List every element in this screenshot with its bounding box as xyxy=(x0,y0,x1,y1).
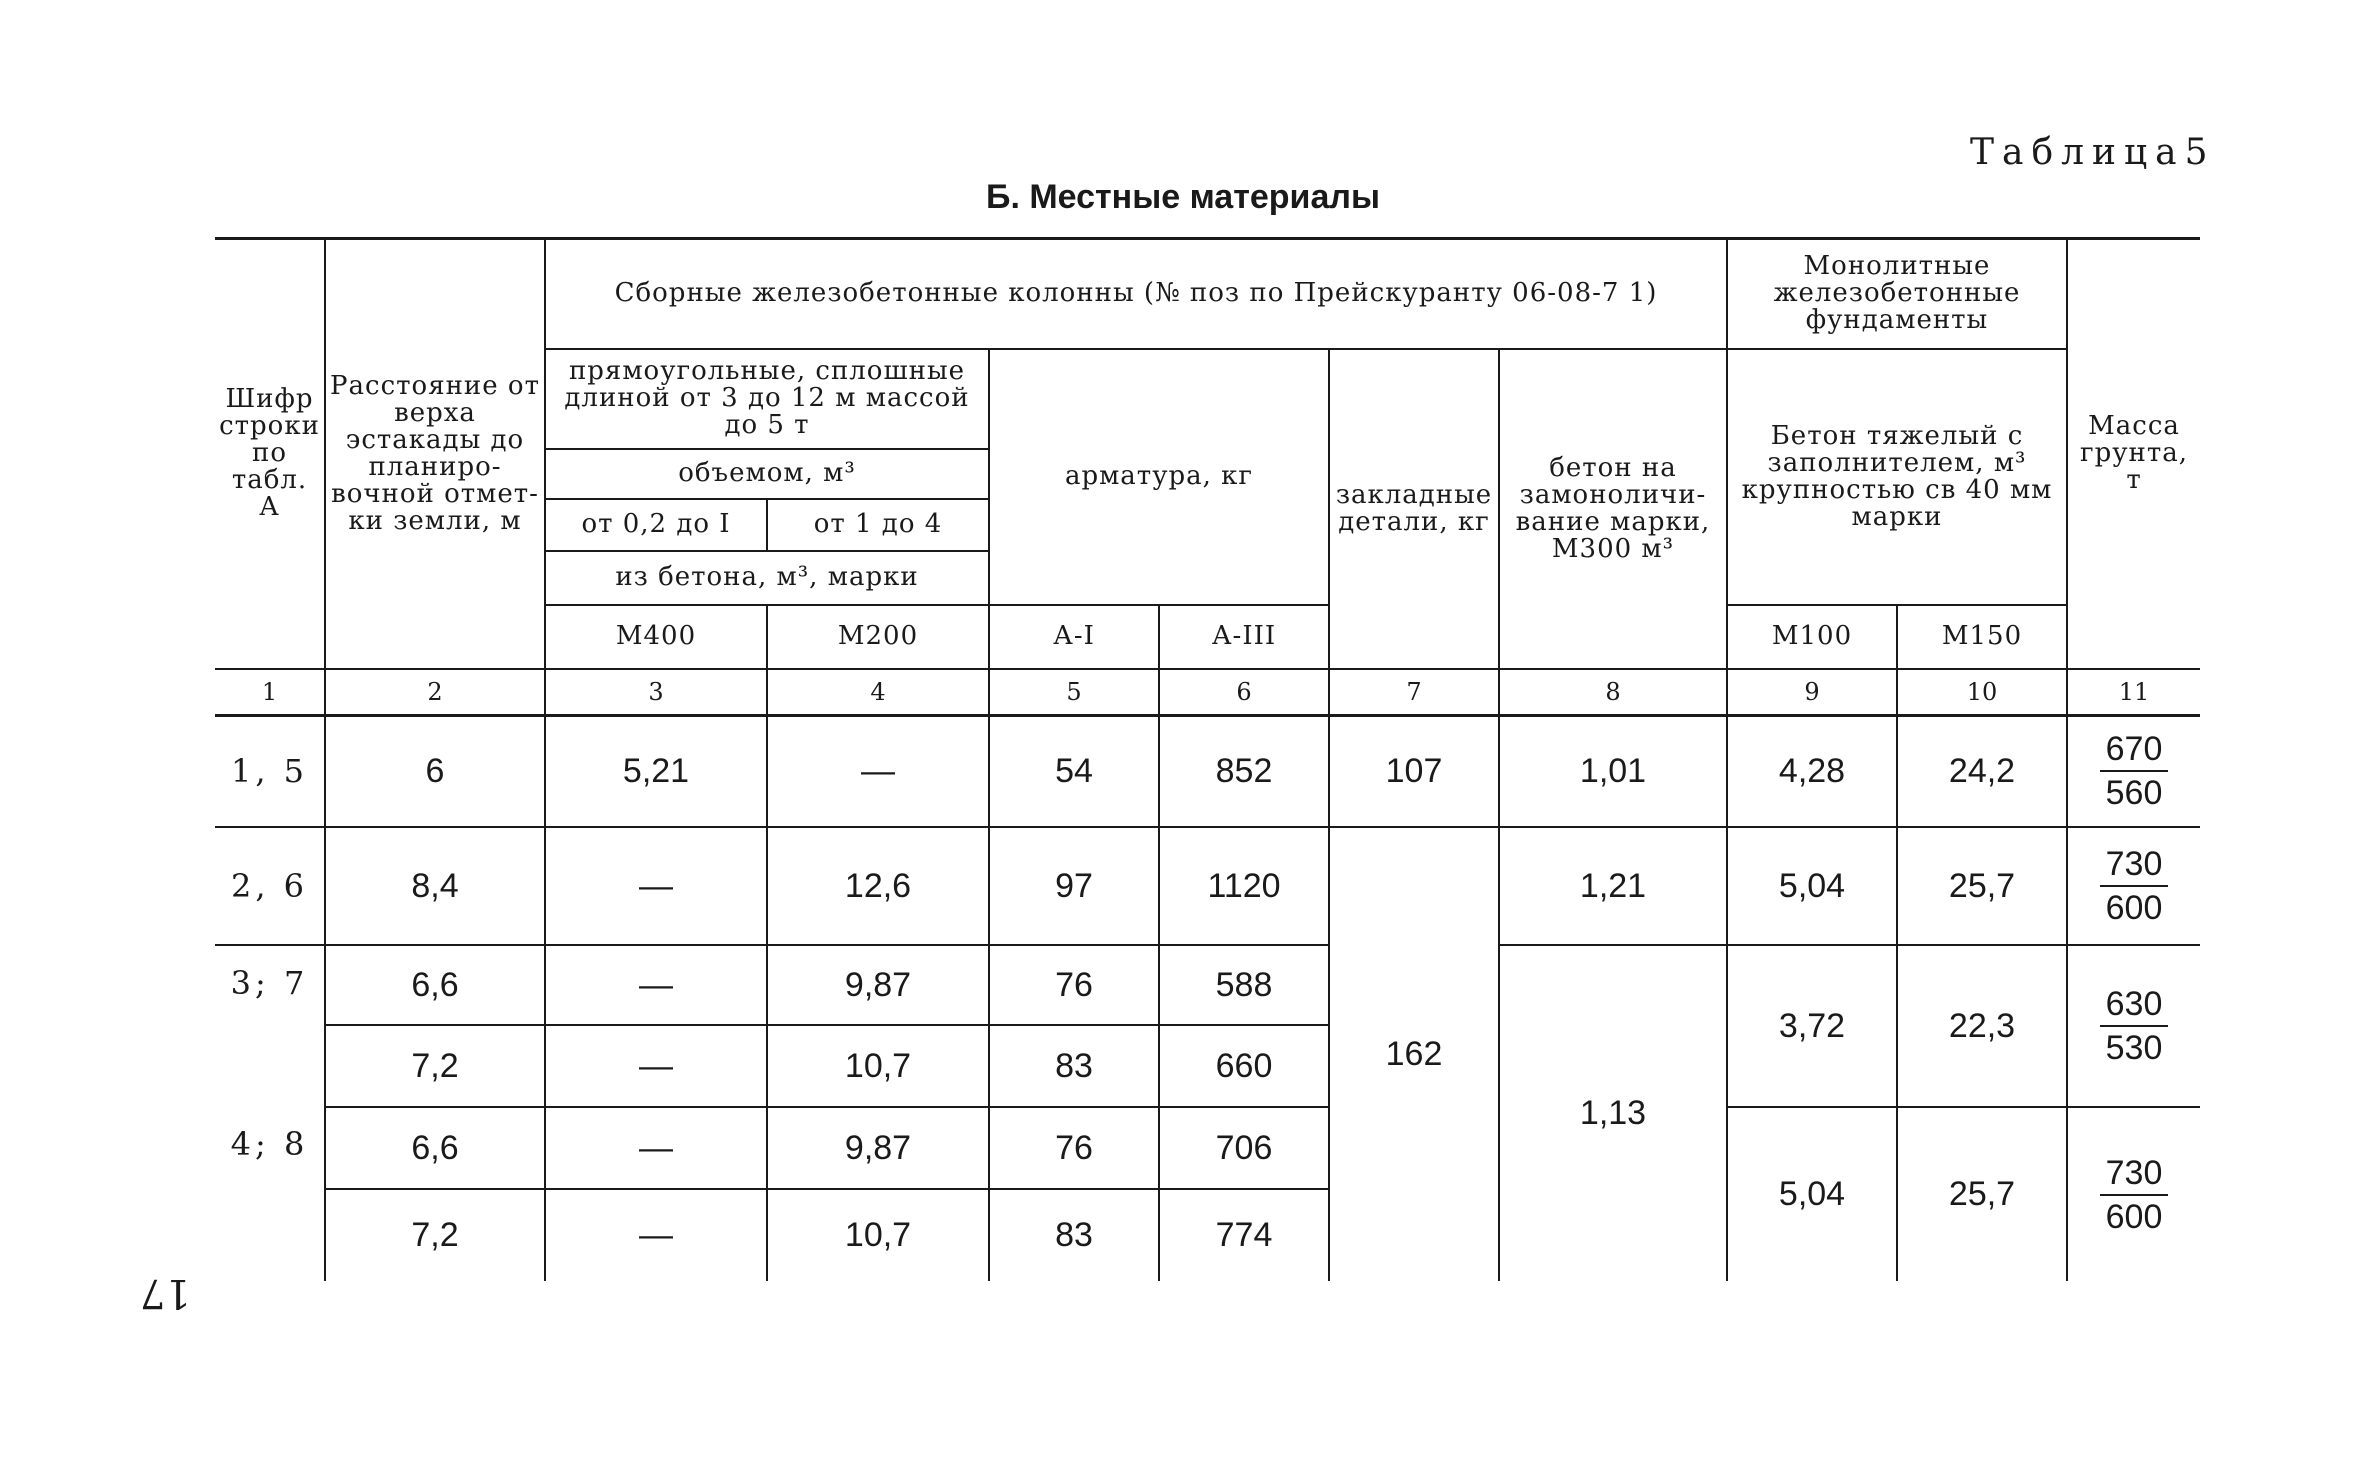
cell-a1: 54 xyxy=(989,715,1159,827)
header-concrete-grade: из бетона, м³, марки xyxy=(545,551,989,605)
cell-m400: — xyxy=(545,1025,767,1107)
column-number: 1 xyxy=(215,669,325,716)
cell-m150: 25,7 xyxy=(1897,827,2067,945)
table-row xyxy=(215,1107,2200,1189)
soil-mass-fraction xyxy=(2100,843,2169,929)
cell-a1: 83 xyxy=(989,1025,1159,1107)
cell-m400: — xyxy=(545,1107,767,1189)
cell-a1: 97 xyxy=(989,827,1159,945)
header-heavy-concrete: Бетон тяжелый с заполнителем, м³ крупностью св 40 мм марки xyxy=(1727,349,2067,605)
cell-soil-mass xyxy=(2067,1107,2200,1281)
cell-m200: 10,7 xyxy=(767,1189,989,1281)
soil-mass-denominator: 600 xyxy=(2105,889,2163,927)
cell-m400: — xyxy=(545,1189,767,1281)
cell-m400: — xyxy=(545,945,767,1025)
materials-table xyxy=(215,237,2200,1281)
column-number: 9 xyxy=(1727,669,1897,716)
column-number: 10 xyxy=(1897,669,2067,716)
column-number: 3 xyxy=(545,669,767,716)
header-precast-shape: прямоугольные, сплошные длиной от 3 до 12 м массой до 5 т xyxy=(545,349,989,449)
soil-mass-numerator: 730 xyxy=(2100,843,2169,887)
header-embedded-parts: закладные детали, кг xyxy=(1329,349,1499,669)
header-concrete-grouting: бетон на замоноличи-вание марки, М300 м³ xyxy=(1499,349,1727,669)
cell-soil-mass xyxy=(2067,945,2200,1107)
cell-m200: 12,6 xyxy=(767,827,989,945)
cell-concrete-merged: 1,13 xyxy=(1499,945,1727,1281)
table-label: Таблица5 xyxy=(1970,132,2216,173)
cell-m200: 10,7 xyxy=(767,1025,989,1107)
page-number: 17 xyxy=(140,1270,191,1316)
cell-a3: 774 xyxy=(1159,1189,1329,1281)
soil-mass-fraction xyxy=(2100,728,2169,814)
column-number: 8 xyxy=(1499,669,1727,716)
cell-distance: 6,6 xyxy=(325,1107,545,1189)
cell-m150: 25,7 xyxy=(1897,1107,2067,1281)
cell-m100: 3,72 xyxy=(1727,945,1897,1107)
header-m400: М400 xyxy=(545,605,767,669)
column-number: 4 xyxy=(767,669,989,716)
cell-m200: 9,87 xyxy=(767,945,989,1025)
soil-mass-numerator: 630 xyxy=(2100,983,2169,1027)
header-precast-columns: Сборные железобетонные колонны (№ поз по Прейскуранту 06-08-7 1) xyxy=(545,239,1727,349)
header-row-code: Шифр строки по табл. А xyxy=(215,239,325,669)
soil-mass-numerator: 730 xyxy=(2100,1152,2169,1196)
column-number: 2 xyxy=(325,669,545,716)
column-number: 11 xyxy=(2067,669,2200,716)
cell-distance: 6 xyxy=(325,715,545,827)
cell-a3: 660 xyxy=(1159,1025,1329,1107)
cell-distance: 7,2 xyxy=(325,1025,545,1107)
header-volume-small: от 0,2 до I xyxy=(545,499,767,551)
cell-m150: 22,3 xyxy=(1897,945,2067,1107)
header-a3: А-III xyxy=(1159,605,1329,669)
cell-m400: 5,21 xyxy=(545,715,767,827)
table-title: Б. Местные материалы xyxy=(986,178,1380,216)
cell-a3: 852 xyxy=(1159,715,1329,827)
cell-m200: — xyxy=(767,715,989,827)
table-row xyxy=(215,945,2200,1025)
header-monolithic-foundations: Монолитные железобетонные фундаменты xyxy=(1727,239,2067,349)
header-rebar: арматура, кг xyxy=(989,349,1329,605)
cell-soil-mass xyxy=(2067,827,2200,945)
cell-m100: 5,04 xyxy=(1727,827,1897,945)
cell-soil-mass xyxy=(2067,715,2200,827)
cell-embedded: 107 xyxy=(1329,715,1499,827)
cell-concrete: 1,21 xyxy=(1499,827,1727,945)
column-number: 5 xyxy=(989,669,1159,716)
cell-concrete: 1,01 xyxy=(1499,715,1727,827)
header-m150: М150 xyxy=(1897,605,2067,669)
table-row xyxy=(215,827,2200,945)
table-row xyxy=(215,715,2200,827)
cell-a1: 76 xyxy=(989,945,1159,1025)
header-volume-large: от 1 до 4 xyxy=(767,499,989,551)
soil-mass-denominator: 600 xyxy=(2105,1197,2163,1236)
header-distance: Расстояние от верха эстакады до планиро-вочной отмет-ки земли, м xyxy=(325,239,545,669)
row-code: 4; 8 xyxy=(215,1107,325,1281)
cell-m100: 4,28 xyxy=(1727,715,1897,827)
soil-mass-fraction xyxy=(2100,983,2169,1069)
cell-a1: 76 xyxy=(989,1107,1159,1189)
row-code: 1, 5 xyxy=(215,715,325,827)
header-m100: М100 xyxy=(1727,605,1897,669)
cell-a3: 1120 xyxy=(1159,827,1329,945)
cell-distance: 8,4 xyxy=(325,827,545,945)
soil-mass-denominator: 560 xyxy=(2105,774,2163,813)
column-number: 7 xyxy=(1329,669,1499,716)
cell-embedded-merged: 162 xyxy=(1329,827,1499,1281)
row-code: 3; 7 xyxy=(215,945,325,1107)
row-code: 2, 6 xyxy=(215,827,325,945)
cell-m100: 5,04 xyxy=(1727,1107,1897,1281)
cell-distance: 6,6 xyxy=(325,945,545,1025)
cell-a3: 706 xyxy=(1159,1107,1329,1189)
header-soil-mass: Масса грунта, т xyxy=(2067,239,2200,669)
column-number: 6 xyxy=(1159,669,1329,716)
column-number-row xyxy=(215,669,2200,716)
header-m200: М200 xyxy=(767,605,989,669)
header-volume: объемом, м³ xyxy=(545,449,989,499)
header-a1: А-I xyxy=(989,605,1159,669)
cell-m400: — xyxy=(545,827,767,945)
soil-mass-denominator: 530 xyxy=(2105,1029,2163,1067)
cell-a1: 83 xyxy=(989,1189,1159,1281)
cell-a3: 588 xyxy=(1159,945,1329,1025)
soil-mass-numerator: 670 xyxy=(2100,728,2169,772)
cell-m150: 24,2 xyxy=(1897,715,2067,827)
cell-m200: 9,87 xyxy=(767,1107,989,1189)
soil-mass-fraction xyxy=(2100,1152,2169,1238)
cell-distance: 7,2 xyxy=(325,1189,545,1281)
